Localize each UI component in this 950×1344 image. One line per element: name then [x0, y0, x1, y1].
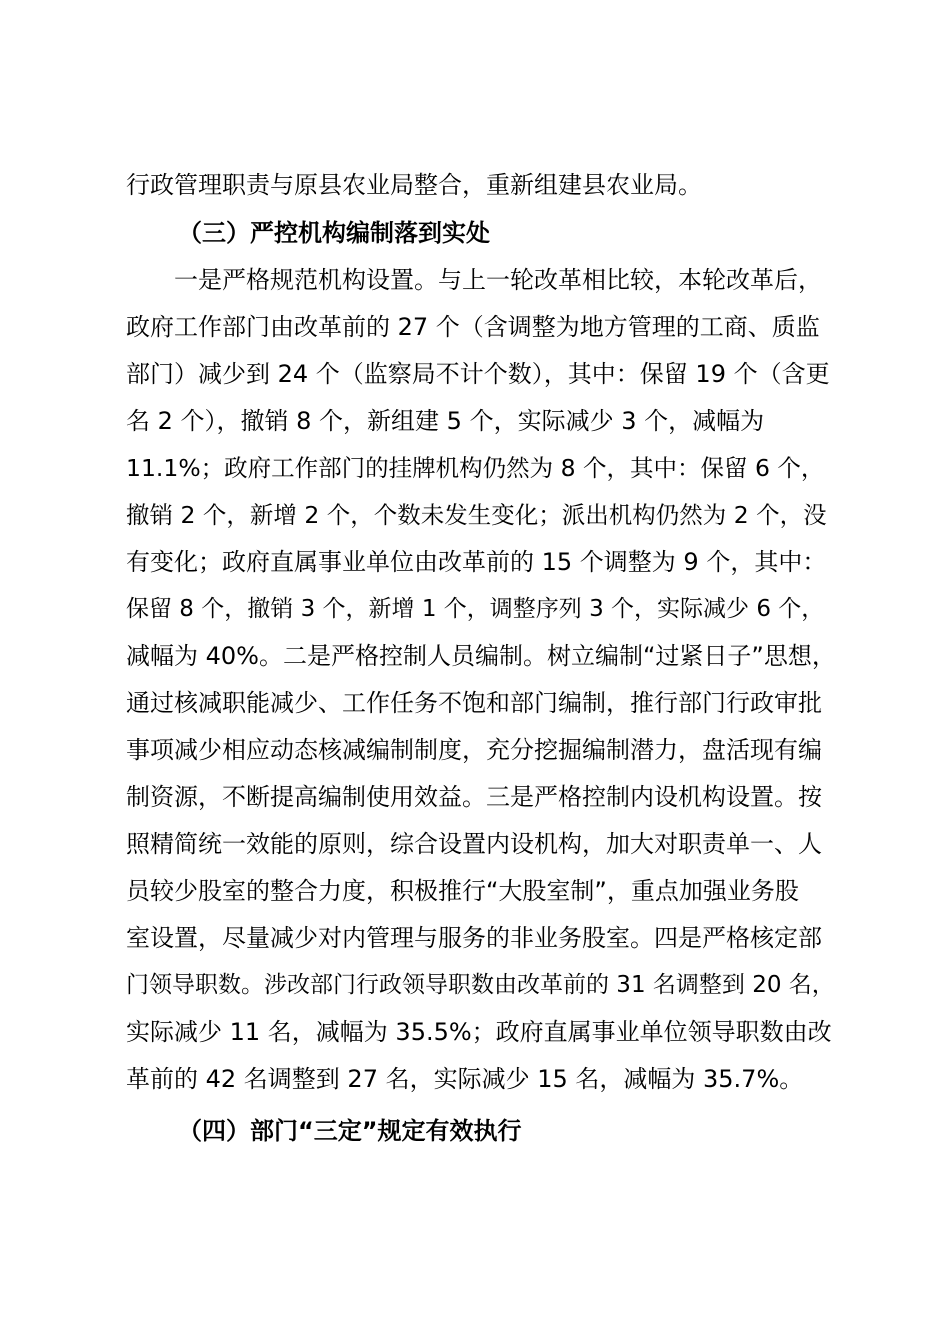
section-heading-three: （三）严控机构编制落到实处 — [178, 219, 490, 247]
paragraph-line: 有变化；政府直属事业单位由改革前的 15 个调整为 9 个，其中： — [126, 548, 827, 576]
paragraph-line: 名 2 个），撤销 8 个，新组建 5 个，实际减少 3 个，减幅为 — [126, 407, 765, 435]
paragraph-line: 行政管理职责与原县农业局整合，重新组建县农业局。 — [126, 171, 702, 199]
paragraph-line: 实际减少 11 名，减幅为 35.5%；政府直属事业单位领导职数由改 — [126, 1018, 832, 1046]
paragraph-line: 撤销 2 个，新增 2 个，个数未发生变化；派出机构仍然为 2 个，没 — [126, 501, 827, 529]
paragraph-line: 员较少股室的整合力度，积极推行“大股室制”，重点加强业务股 — [126, 877, 799, 905]
paragraph-line: 通过核减职能减少、工作任务不饱和部门编制，推行部门行政审批 — [126, 689, 822, 717]
paragraph-line: 保留 8 个，撤销 3 个，新增 1 个，调整序列 3 个，实际减少 6 个， — [126, 596, 825, 622]
section-heading-four: （四）部门“三定”规定有效执行 — [178, 1117, 522, 1145]
paragraph-line: 减幅为 40%。二是严格控制人员编制。树立编制“过紧日子”思想， — [126, 642, 836, 670]
paragraph-line: 事项减少相应动态核减编制制度，充分挖掘编制潜力，盘活现有编 — [126, 736, 822, 764]
paragraph-line: 制资源，不断提高编制使用效益。三是严格控制内设机构设置。按 — [126, 783, 822, 811]
paragraph-line: 11.1%；政府工作部门的挂牌机构仍然为 8 个，其中：保留 6 个， — [126, 454, 825, 482]
paragraph-line: 照精简统一效能的原则，综合设置内设机构，加大对职责单一、人 — [126, 830, 822, 858]
paragraph-line: 革前的 42 名调整到 27 名，实际减少 15 名，减幅为 35.7%。 — [126, 1065, 804, 1093]
paragraph-line: 部门）减少到 24 个（监察局不计个数），其中：保留 19 个（含更 — [126, 360, 830, 388]
paragraph-line: 室设置，尽量减少对内管理与服务的非业务股室。四是严格核定部 — [126, 924, 822, 952]
paragraph-line: 一是严格规范机构设置。与上一轮改革相比较，本轮改革后， — [174, 266, 822, 294]
paragraph-line: 政府工作部门由改革前的 27 个（含调整为地方管理的工商、质监 — [126, 313, 820, 341]
paragraph-line: 门领导职数。涉改部门行政领导职数由改革前的 31 名调整到 20 名， — [126, 972, 835, 998]
